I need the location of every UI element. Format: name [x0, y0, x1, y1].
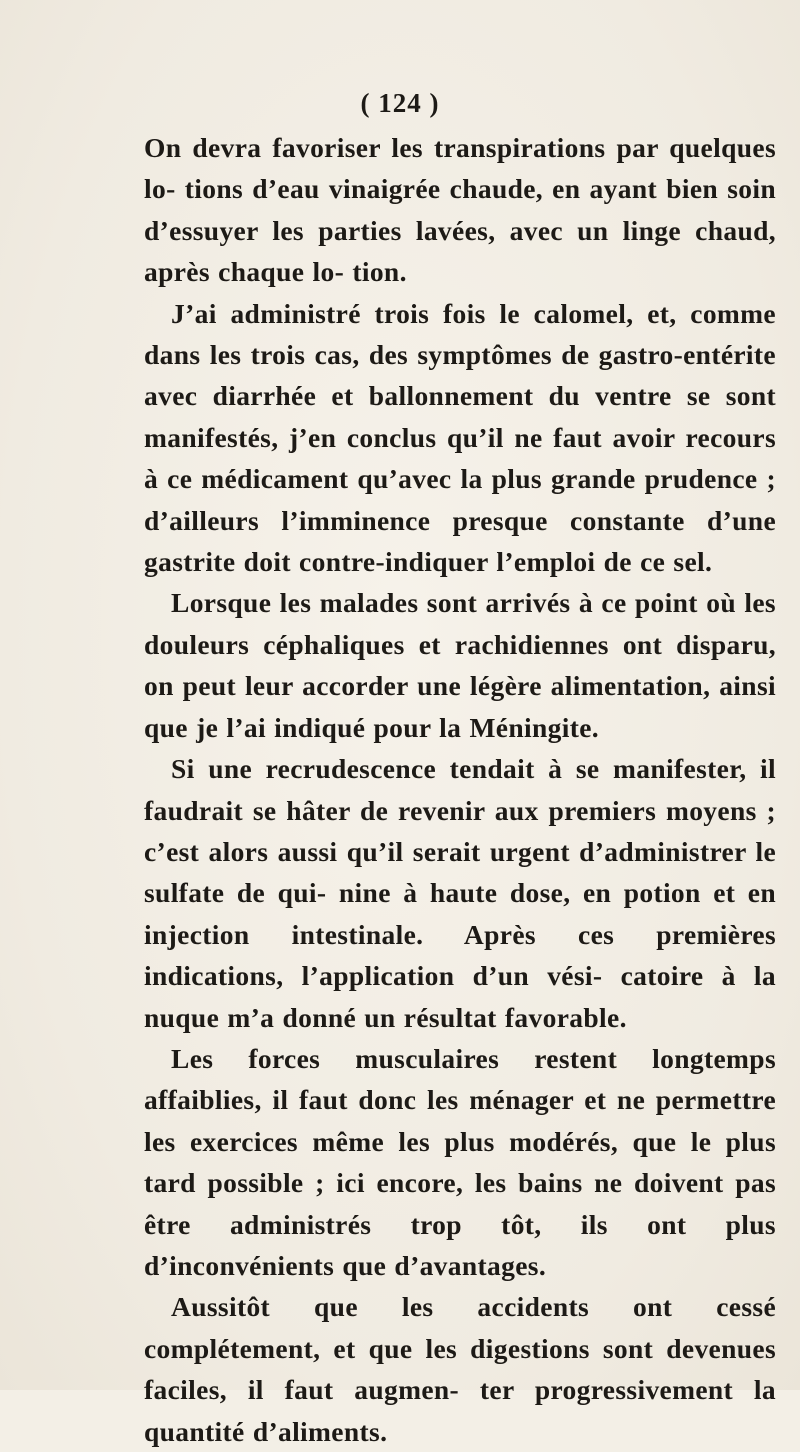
page-number: ( 124 ) [360, 88, 440, 118]
paragraph-forces-musculaires: Les forces musculaires restent longtemps affaiblies, il faut donc les ménager et ne permettre les exercices même les plus modérés, que le plus tard possible ; ici encore, les bains ne doivent pas être administrés trop tôt, ils ont plus d’inconvénients que d’avantages. [144, 1042, 776, 1281]
paragraph-calomel: J’ai administré trois fois le calomel, et, comme dans les trois cas, des symptômes de gastro-entérite avec diarrhée et ballonnement du ventre se sont manifestés, j’en conclus qu’il ne faut avoir recours à ce médicament qu’avec la plus grande prudence ; d’ailleurs l’imminence presque constante d’une gastrite doit contre-indiquer l’emploi de ce sel. [144, 297, 776, 578]
paragraph-aliments: Aussitôt que les accidents ont cessé complétement, et que les digestions sont devenues faciles, il faut augmen- ter progressivement la quantité d’aliments. [144, 1291, 776, 1447]
paragraph-recrudescence: Si une recrudescence tendait à se manifester, il faudrait se hâter de revenir aux premiers moyens ; c’est alors aussi qu’il serait urgent d’administrer le sulfate de qui- nine à haute dose, en potion et en injection intestinale. Après ces premières indications, l’application d’un vési- catoire à la nuque m’a donné un résultat favorable. [144, 753, 776, 1033]
body-text [144, 127, 776, 1452]
paragraph-alimentation: Lorsque les malades sont arrivés à ce point où les douleurs céphaliques et rachidiennes ont disparu, on peut leur accorder une légère alimentation, ainsi que je l’ai indiqué pour la Méningite. [144, 587, 776, 743]
paragraph-transpirations: On devra favoriser les transpirations par quelques lo- tions d’eau vinaigrée chaude, en ayant bien soin d’essuyer les parties lavées, avec un linge chaud, après chaque lo- tion. [144, 132, 776, 288]
